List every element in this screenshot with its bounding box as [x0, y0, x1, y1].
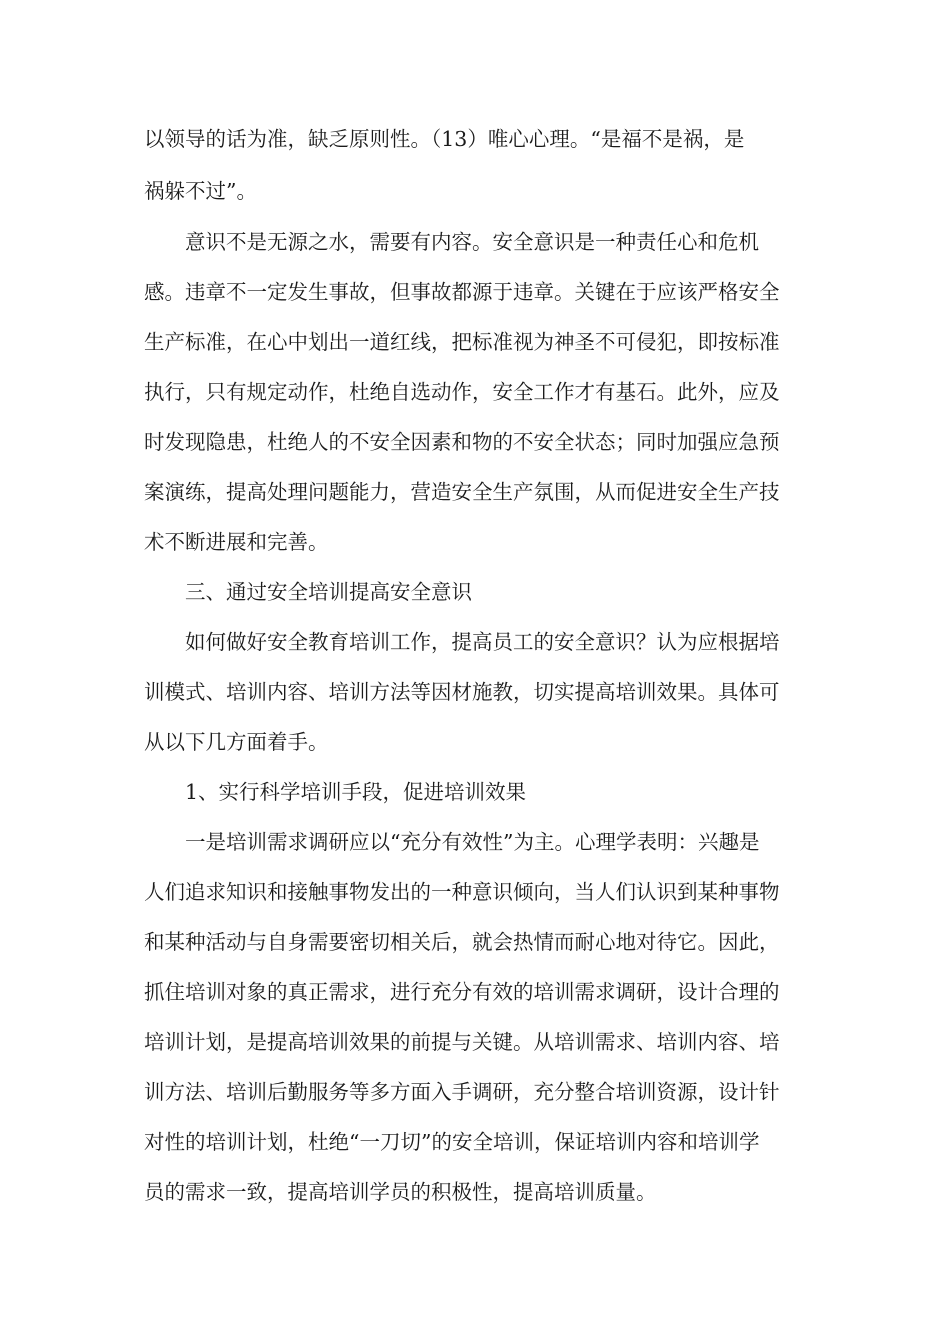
paragraph-line: 如何做好安全教育培训工作，提高员工的安全意识？认为应根据培 — [185, 630, 780, 654]
paragraph-line: 术不断进展和完善。 — [144, 530, 329, 554]
paragraph-line: 训方法、培训后勤服务等多方面入手调研，充分整合培训资源，设计针 — [144, 1080, 780, 1104]
paragraph-line: 抓住培训对象的真正需求，进行充分有效的培训需求调研，设计合理的 — [144, 980, 780, 1004]
paragraph-line: 执行，只有规定动作，杜绝自选动作，安全工作才有基石。此外，应及 — [144, 380, 780, 404]
paragraph-line: 人们追求知识和接触事物发出的一种意识倾向，当人们认识到某种事物 — [144, 880, 780, 904]
paragraph-line: 以领导的话为准，缺乏原则性。（13）唯心心理。“是福不是祸，是 — [144, 127, 745, 151]
paragraph-line: 从以下几方面着手。 — [144, 730, 329, 754]
paragraph-line: 员的需求一致，提高培训学员的积极性，提高培训质量。 — [144, 1180, 657, 1204]
paragraph-line: 对性的培训计划，杜绝“一刀切”的安全培训，保证培训内容和培训学 — [144, 1130, 760, 1154]
paragraph-line: 感。违章不一定发生事故，但事故都源于违章。关键在于应该严格安全 — [144, 280, 780, 304]
paragraph-line: 案演练，提高处理问题能力，营造安全生产氛围，从而促进安全生产技 — [144, 480, 780, 504]
paragraph-line: 培训计划，是提高培训效果的前提与关键。从培训需求、培训内容、培 — [144, 1030, 780, 1054]
paragraph-line: 意识不是无源之水，需要有内容。安全意识是一种责任心和危机 — [185, 230, 759, 254]
paragraph-line: 训模式、培训内容、培训方法等因材施教，切实提高培训效果。具体可 — [144, 680, 780, 704]
subsection-heading: 1、实行科学培训手段，促进培训效果 — [185, 780, 527, 804]
paragraph-line: 和某种活动与自身需要密切相关后，就会热情而耐心地对待它。因此， — [144, 930, 780, 954]
paragraph-line: 祸躲不过”。 — [144, 179, 257, 203]
paragraph-line: 生产标准，在心中划出一道红线，把标准视为神圣不可侵犯，即按标准 — [144, 330, 780, 354]
paragraph-line: 时发现隐患，杜绝人的不安全因素和物的不安全状态；同时加强应急预 — [144, 430, 780, 454]
paragraph-line: 一是培训需求调研应以“充分有效性”为主。心理学表明：兴趣是 — [185, 830, 760, 854]
section-heading: 三、通过安全培训提高安全意识 — [185, 580, 472, 604]
